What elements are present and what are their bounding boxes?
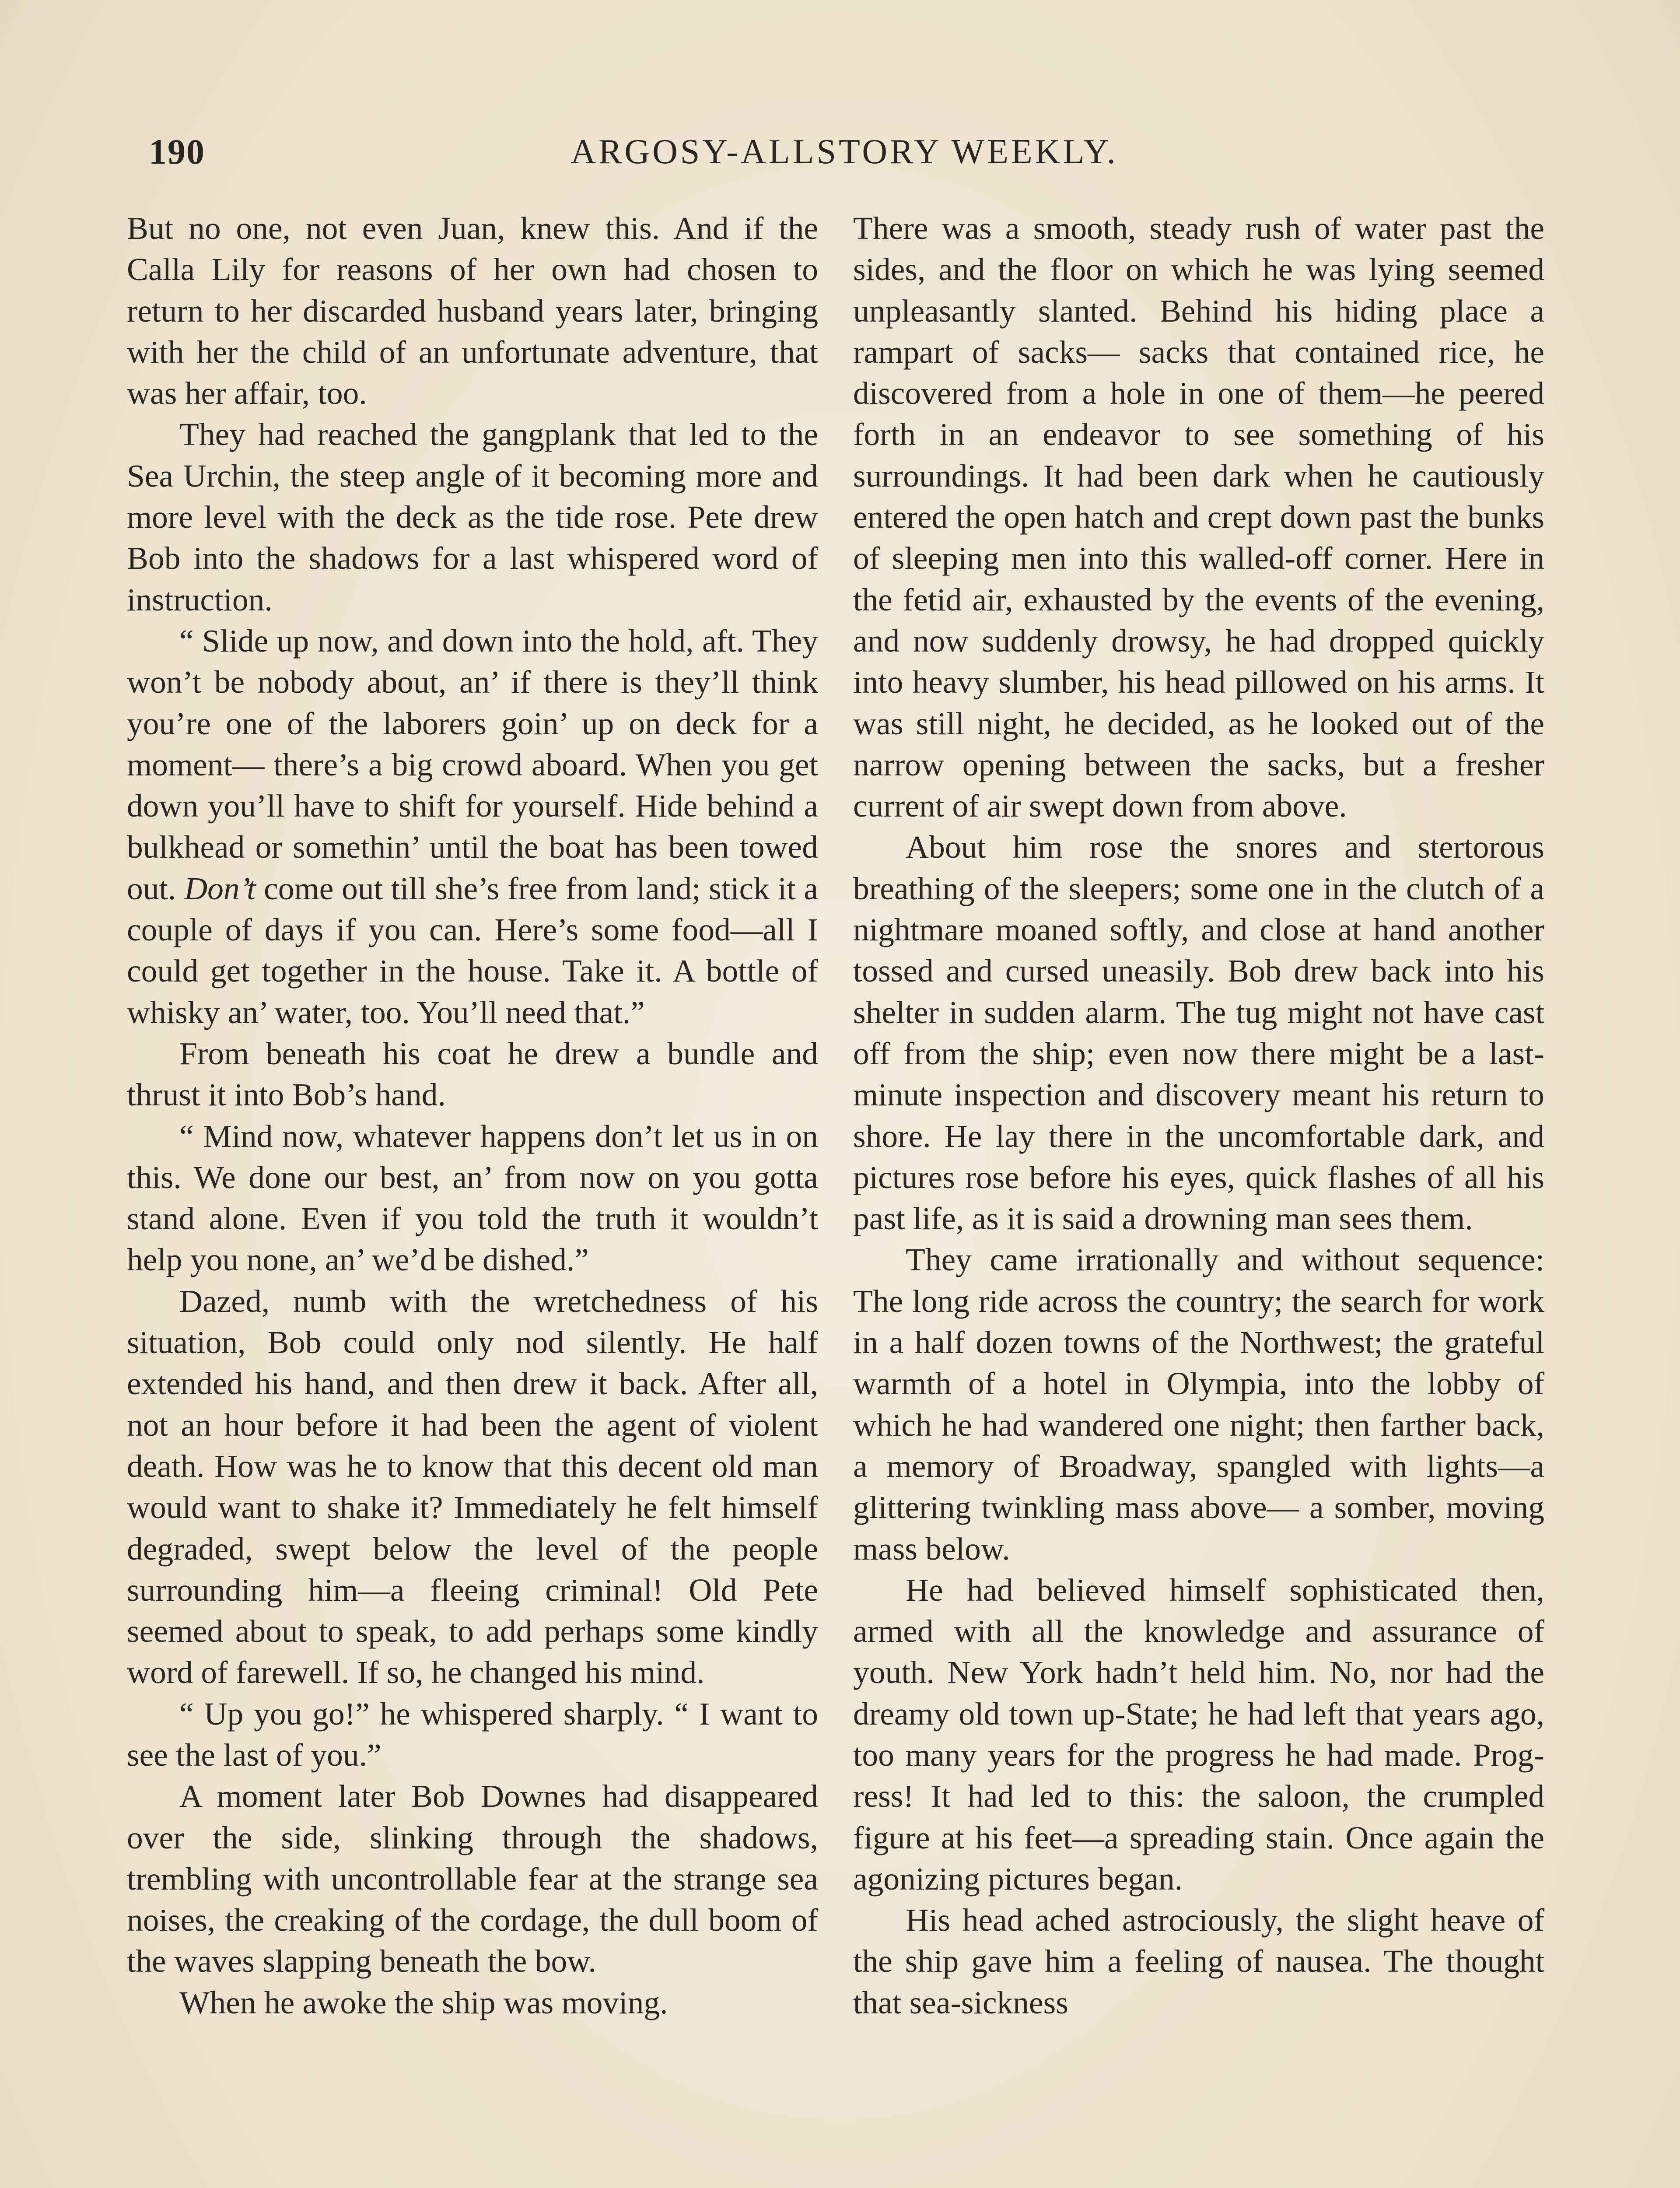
emphasis-text: Don’t [184, 870, 256, 906]
paragraph: “ Up you go!” he whispered sharply. “ I want to see the last of you.” [127, 1696, 818, 1773]
running-head: ARGOSY-ALLSTORY WEEKLY. [570, 133, 1118, 171]
paragraph: About him rose the snores and stertorous breathing of the sleepers; some one in the clutch of a nightmare moaned softly, and close at hand another tossed and cursed uneasily. Bob drew back into his shelter in sudden alarm. The tug might not have cast off from the ship; even now there might be a last-minute inspection and discovery meant his return to shore. He lay there in the uncomfortable dark, and pictures rose before his eyes, quick flashes of all his past life, as it is said a drowning man sees them. [853, 829, 1544, 1237]
right-column [853, 208, 1544, 2023]
paragraph: Dazed, numb with the wretchedness of his situation, Bob could only nod silently. He half extended his hand, and then drew it back. After all, not an hour before it had been the agent of violent death. How was he to know that this decent old man would want to shake it? Immediately he felt himself degraded, swept below the level of the people surrounding him—a fleeing criminal! Old Pete seemed about to speak, to add perhaps some kindly word of farewell. If so, he changed his mind. [127, 1283, 818, 1690]
paragraph: He had believed himself sophisticated then, armed with all the knowledge and assurance of youth. New York hadn’t held him. No, nor had the dreamy old town up-State; he had left that years ago, too many years for the progress he had made. Progress! It had led to this: the saloon, the crumpled figure at his feet—a spreading stain. Once again the agonizing pictures began. [853, 1572, 1544, 1897]
paragraph: But no one, not even Juan, knew this. And if the Calla Lily for reasons of her own had chosen to return to her discarded husband years later, bringing with her the child of an unfortunate adventure, that was her affair, too. [127, 210, 818, 411]
paragraph [127, 621, 818, 1033]
paragraph: When he awoke the ship was moving. [179, 1985, 668, 2020]
left-column [127, 208, 818, 2023]
paragraph: They had reached the gangplank that led to the Sea Urchin, the steep angle of it becoming more and more level with the deck as the tide rose. Pete drew Bob into the shadows for a last whispered word of instruction. [127, 417, 818, 617]
page-number: 190 [149, 132, 205, 172]
paragraph-text: come out till she’s free from land; stick it a couple of days if you can. Here’s some food—all I could get together in the house. Take it. A bottle of whisky an’ water, too. You’ll need that.” [127, 870, 819, 1030]
page-header [149, 131, 1540, 179]
paragraph: “ Mind now, whatever happens don’t let us in on this. We done our best, an’ from now on you gotta stand alone. Even if you told the truth it wouldn’t help you none, an’ we’d be dished.” [127, 1118, 818, 1278]
paragraph: They came irrationally and without sequence: The long ride across the country; the search for work in a half dozen towns of the Northwest; the grateful warmth of a hotel in Olympia, into the lobby of which he had wandered one night; then farther back, a memory of Broadway, spangled with lights—a glittering twinkling mass above— a somber, moving mass below. [853, 1242, 1544, 1567]
paragraph: A moment later Bob Downes had disappeared over the side, slinking through the shadows, trembling with uncontrollable fear at the strange sea noises, the creaking of the cordage, the dull boom of the waves slapping beneath the bow. [127, 1778, 818, 1979]
paragraph: His head ached astrociously, the slight heave of the ship gave him a feeling of nausea. The thought that sea-sickness [853, 1902, 1544, 2020]
paragraph: There was a smooth, steady rush of water past the sides, and the floor on which he was lying seemed unpleasantly slanted. Behind his hiding place a rampart of sacks— sacks that contained rice, he discovered from a hole in one of them—he peered forth in an endeavor to see something of his surroundings. It had been dark when he cautiously entered the open hatch and crept down past the bunks of sleeping men into this walled-off corner. Here in the fetid air, exhausted by the events of the evening, and now suddenly drowsy, he had dropped quickly into heavy slumber, his head pillowed on his arms. It was still night, he decided, as he looked out of the narrow opening between the sacks, but a fresher current of air swept down from above. [853, 210, 1544, 824]
paragraph-text: “ Slide up now, and down into the hold, aft. They won’t be nobody about, an’ if there is they’ll think you’re one of the laborers goin’ up on deck for a moment— there’s a big crowd aboard. When you get down you’ll have to shift for yourself. Hide behind a bulkhead or somethin’ until the boat has been towed out. [127, 623, 818, 906]
paragraph: From beneath his coat he drew a bundle and thrust it into Bob’s hand. [127, 1035, 818, 1113]
text-columns [127, 208, 1544, 2188]
